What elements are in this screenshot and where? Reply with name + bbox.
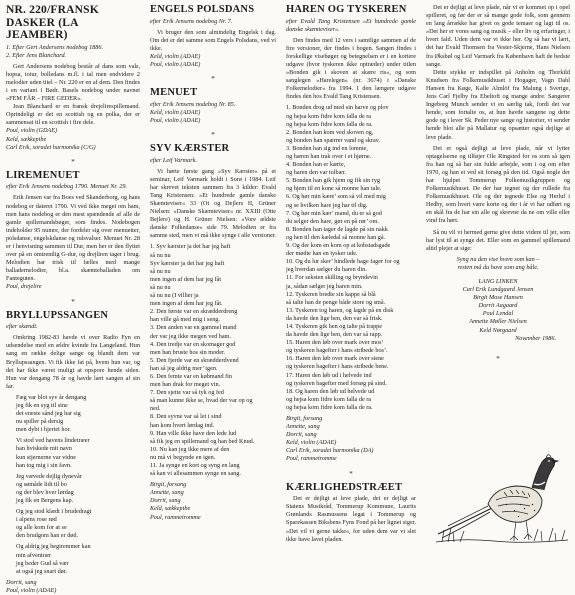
paragraph: Så nu vil vi hermed gerne give dette videre til jer, som har lyst til at synge det. Eller som en gammel spillemand altid plejer at sige: (426, 228, 570, 252)
credit-line: 2. Efter Jens Blanchard. (6, 51, 67, 59)
verse-line: 7. Og hør min kær’ mand, du er så god (286, 209, 382, 217)
player-line: Poul, violin (ADAE) (150, 60, 201, 68)
song-verses (286, 104, 416, 412)
heading-bryllupssangen: BRYLLUPSSANGEN (6, 309, 109, 321)
quote-line: Syng nu den vise hvem som kan – (456, 255, 540, 263)
verse-line: 2. Den første var en skrædderdreng (150, 308, 238, 316)
player-line: Poul, drejelire (6, 283, 42, 291)
verse-line: 15. Haren den løb over mark over mos’ (286, 339, 384, 347)
player-line: Keld, violin (ADAE) (150, 108, 201, 116)
verse-line: 18. Og haren den løb ud helvede ud (286, 387, 375, 395)
signature-title: LANG LINKEN (478, 278, 518, 285)
section-divider-star: * (349, 469, 353, 478)
verse-line: han ville gå med mig i seng. (150, 316, 220, 324)
player-line: Birgit, forsang (286, 415, 323, 422)
player-line: Keld, violin (ADAE) (286, 439, 337, 447)
verse-line: 6. Den femte var en købmand fin (150, 372, 232, 380)
verse-line: så nu nu (150, 251, 171, 259)
verse-line: men han drak for meget vin. (150, 381, 221, 389)
signature-name: Annette Møller Nielsen (469, 318, 527, 326)
credit-line: 1. Efter Gert Andersens nodebog 1886. (6, 43, 103, 51)
player-line: Keld, sækkepibe (150, 505, 191, 513)
column-4 (426, 4, 570, 367)
verse-line: ja, sådan sælger jeg haren min. (286, 282, 363, 290)
section-divider-star: * (496, 354, 500, 363)
verse-line: men han bruste hos sin moder. (150, 348, 226, 356)
verse-line: Syv kærster ja det har jeg haft (150, 259, 225, 267)
verse-line: 7. Den sjette var så tyk og fed (150, 389, 224, 397)
signature-name: Dorrit Aagaard (478, 302, 518, 310)
player-line: Dorrit, sang (6, 578, 37, 586)
heading-fransk-dasker: NR. 220/FRANSK DASKER (LA JEAMBER) (6, 4, 99, 41)
paragraph: Vi hørte første gang »Syv Kærster« på et seminar, Leif Varmark holdt i Sorø i 1984. Leif har skrevet teksten sammen fra 3 kilder: Evald Tang Kristensen: »Et hundrede gamle danske Skæmteviser« 33 (Ot og Dejlers II, Grüner Nielsen: »Danske Skæmteviser« nr. XXIII (Otte Bejlere) og H. Grüner Nielsen: »Vore ældste danske Folkedanse« side 79. Melodien er fra samme sted, men vi må ikke synge i alle versioner. (150, 167, 276, 240)
verse-line: og der blev hver lørdag (16, 488, 74, 496)
verse-line: og alle kom for at se (16, 524, 67, 532)
verse-line: 12. Tyskeren bredte sin kappe så blå (286, 290, 376, 298)
verse-line: og hejsa kom fidre kom falla de ra. (286, 403, 373, 411)
verse-line: og hejsa kom fidre kom falla de ra. (286, 120, 373, 128)
player-line: Poul, rammetromme (150, 513, 201, 521)
player-line: Poul, violin (ADAE) (150, 116, 201, 124)
heading-engels-polsdans: ENGELS POLSDANS (150, 4, 255, 15)
verse-line: og bonden han spærrer vand og skrav. (286, 136, 380, 144)
verse-line: 9. Og der kom en kom op at kobstadsgade (286, 242, 391, 250)
column-1 (6, 4, 140, 595)
verse-line: men dybt i hjertet hor. (16, 426, 71, 434)
verse-line: og tyskeren bagefter i hans stribede bene. (286, 363, 389, 371)
verse-line: 8. Den syvne var så let i sind (150, 413, 222, 421)
verse-line: 8. Bonden han tager de lagde på sin nakk (286, 225, 388, 233)
verse-line: min afventrær (16, 551, 51, 559)
paragraph: Vi bruger den som almindelig Engelsk i dag. Om det er det samme som Engels Polsdans, ved vi ikke. (150, 28, 276, 52)
verse-line: 5. Den fjerde var en skrædderdvend (150, 356, 239, 364)
heading-menuet: MENUET (150, 87, 198, 99)
verse-line: 17. Haren den løb ud i helvede ind (286, 371, 372, 379)
paragraph: Det er også dejligt at leve plade, når vi lytter optagelserne og tilføjer Ole Ringsted for os som så igen fra han og så har sin fulde arbejde, som i og om efter 1970, og han et ved sit forsøg på den tid. Også nogle der har hjulpet Tommerup Folkemusikgruppen og Folkemusikhuset. De der har tegnet og der rullede fra Folkemusikhuset. Ole og der tegnede Else og Herluf i Hedby, som hvert være korte og der i år vi har udført og en skål fra de har sin alle og skrevne da ne om ville eller vind fra hørt. (426, 144, 570, 225)
player-line: Keld, sækkepibe (6, 135, 47, 143)
section-divider-star: * (71, 157, 75, 166)
verse-line: kun stjernerne var vidne (16, 453, 76, 461)
verse-line: nu må vi begynde en igen. (150, 453, 216, 461)
paragraph: Jean Blanchard er en fransk drejelirespillemand. Oprindeligt er det en scottish og en polka, der er sammensat til en scottish i fire delе. (6, 103, 140, 127)
column-3 (286, 4, 416, 544)
verse-line: at også jeg snart dør. (16, 567, 68, 575)
verse-line: men ingen af dem har jeg fåt (150, 275, 222, 283)
verse-line: 16. Haren den løb over mark over stene (286, 355, 384, 363)
verse-line: Vi stod ved havens lindetræer (16, 437, 90, 445)
verse-line: det eneste sånd jeg har sig (16, 410, 81, 418)
verse-line: men ingen af dem har jeg fåt. (150, 300, 223, 308)
pheasant-illustration (434, 430, 570, 548)
verse-line: 10. Og du lur sker’ hindlede hage fager for og (286, 258, 400, 266)
verse-line: 1. Syv kærster ja det har jeg haft (150, 243, 231, 251)
verse-line: 9. Han ville ikke have den lede lud (150, 429, 237, 437)
verse-line: der var jeg ikke megen ved ham. (150, 332, 231, 340)
verse-line: Og jeg stod klædt i brudedragt (16, 508, 92, 516)
verse-line: han hviskede mit navn (16, 445, 72, 453)
signature-name: Birgit Mose Hansen (473, 294, 523, 302)
signature-date: November 1986. (515, 334, 556, 342)
player-line: Keld, violin (ADAE) (150, 52, 201, 60)
verse-line: og haren den var tolbær. (286, 169, 346, 177)
verse-line: 14. Tyskeren gik hen og talte på trappe (286, 322, 383, 330)
paragraph: Dette stykke er indspillet på Anholm og Thorkild Knudsen fra Folkemusikhuset i Hogager, Vagn Dahl Hansen fra Køge, Kalle Almlöf fra Malung i Sverige, Jens Carl Fjelby fra Ebeltoft og mange andre. Sangerer Ingeborg Munch sender vi en særlig tak, fordi det var hende, som fortalte os, at hun havde sangene og dette gode og i lever Sk. Peder nye sange og historier, vi sender hende blot alle på Mallatur og opsætter også dejlige at leve plade. (426, 68, 570, 141)
verse-line: og hen til den kæledal så monne han gå. (286, 233, 386, 241)
verse-line: 4. Den tredje var en skomager god (150, 340, 236, 348)
verse-line: 3. Den anden var en gammel mand (150, 324, 237, 332)
verse-line: jeg fik en Bergens kap. (16, 497, 74, 504)
player-line: Annette, sang (286, 423, 320, 431)
section-divider-star: * (211, 75, 215, 84)
verse-line: Fæg var blot syv år dengang (16, 393, 87, 401)
heading-liremenuet: LIREMENUET (6, 169, 80, 181)
player-line: Carl Erik, soradet harmonika (C/G) (6, 143, 96, 151)
player-line: Birgit, forsang (150, 481, 187, 489)
subtitle: efter Evald Tang Kristensen »Et hundrede gamle danske skæmteviser«. (286, 17, 416, 33)
verse-line: 13. Tyskeren tog haren, og lagde på en disk (286, 306, 394, 314)
verse-line: Og aldrig jeg begiremmer kan (16, 543, 91, 551)
section-divider-star: * (211, 130, 215, 139)
verse-line: og hjem til en kone så monne han tale. (286, 185, 382, 193)
player-line: Poul, violin (ADAE) (6, 586, 57, 594)
verse-line: og hæren han trak over i et hjørne. (286, 153, 372, 160)
verse-line: jeg hverdan sælger du haren din. (286, 266, 367, 274)
player-line: Annette, sang (150, 489, 184, 497)
verse-line: så kan vi allesammen synge en sang. (150, 470, 241, 478)
verse-line: så fik jeg en spillemand og han bed Knud. (150, 437, 255, 445)
verse-line: nu spiller på dersig (16, 418, 64, 426)
verse-line: ned. (150, 405, 161, 413)
verse-line: da havde den lige ben, den var så rapp. (286, 331, 383, 339)
verse-line: den brudgom han er død. (16, 532, 79, 540)
verse-line: og sømåde lidt til bo (16, 480, 67, 488)
subtitle: efter Erik Jensens nodebog 1790. Menuet Nr. 29. (6, 183, 127, 191)
subtitle: efter skændt. (6, 323, 38, 331)
signature-name: Poul Lendal (482, 310, 514, 318)
verse-line: der mødte han en tysker ude. (286, 250, 358, 258)
player-line: Poul, violin (GDAE) (6, 127, 58, 135)
verse-line: 2. Bonden han kom ved skoven og, (286, 128, 374, 136)
verse-line: så talte han de penge både store og små. (286, 298, 386, 306)
verse-line: i alpens rose rød (16, 516, 57, 524)
verse-line: Jeg vævede dejlig dynevår (16, 472, 82, 480)
verse-line: så nu nu (150, 283, 171, 291)
paragraph: Omkring 1982-83 havde vi over Radio Fyn en udsendelse med en ældre kvinde fra Langeland. Hun sang en række delige sange og blandt dem var Bryllupssangen. Vi fik ikke fat på, hvem hun var, og det har ikke været muligt at opspore hende siden. Hun var dengang 78 år og havde lært sangen af sin far. (6, 334, 140, 390)
verse-line: og hejsa kom fidre kom falla de ra (286, 112, 372, 120)
subtitle: efter Leif Varmark. (150, 156, 197, 164)
paragraph: Den findes med 12 vers i samtlige sammen af de fire versioner, der findes i bogen. Sangen findes i forskellige visebøger og betegnelsen er i en kortere udgave (hvor tyskeren ikke optræder) under titlen »Bonden gik i skoven at skære ris«, og som sanglegen »Harelegen« (nr. 3674) i »Danske Folkemelodier« fra 1994. I den længere udgave findes den hos Evald Tang Kristensen. (286, 36, 416, 101)
song-verses (150, 243, 276, 478)
verse-line: og tyskeren bagefter i hans stribede bos’. (286, 347, 388, 355)
verse-line: han tog mig i sin favn. (16, 461, 72, 469)
verse-line: jeg fik en syg til sine (16, 401, 68, 409)
player-line: Dorrit, sang (150, 497, 181, 505)
section-divider-star: * (71, 297, 75, 306)
heading-kaerlighedstraeet: KÆRLIGHEDSTRÆET (286, 481, 403, 493)
heading-syv-kaerster: SYV KÆRSTER (150, 143, 230, 155)
verse-line: 3. Bonden han sig ind en lomme, (286, 144, 368, 152)
paragraph: Erik Jensen var fra Boes ved Skanderborg, og hans nodebog er dateret 1790. Vi ved ikke meget om ham, men hans nodebog er den mest spændende af alle de gamle spillemandsbøger, som findes. Nodebogen indeholder 95 numre, der fordeler sig over menuetter, polsdanse, engelskdanse og rulsvalser. Menuet Nr. 28 er i henvisning sammen til Dur, men her er den flyttet over på en omtrentlig G-dur, og drejliren tager i brug. Melodien har trisk til fælles med mange balladernelodier, bl.a. skæmteballaden om Fanteguten. (6, 194, 140, 283)
verse-line: og tyskeren bagefter med forsøg på sind. (286, 379, 387, 387)
paragraph: Det er dejligt at leve plade, det er dejligt ar Statens Musikråd, Tommerup Kommune, Laurits Grønlands Rasmussens legat i Tommerup og Sparekassen Biksbens Fyns Fond på her lignet siger. »Det vil vi gerne takke«, for uden dem var vi slet ikke have lavet pladen. (286, 495, 416, 543)
verse-line: 6. Og hør min kære’ som så vil med mig (286, 193, 386, 201)
player-line: Carl Erik, soradet harmonika (DA) (286, 447, 374, 455)
verse-line: så nu nu (150, 267, 171, 275)
column-2 (150, 4, 276, 522)
verse-line: han så jeg aldrig mer’ igen. (150, 364, 218, 372)
verse-line: og hejsa kom fidre kom falla de ra (286, 395, 372, 403)
verse-line: 5. Bonden han gik hjem og fik sin ryg (286, 177, 381, 185)
signature-name: Carl Erik Lundgaard Jensen (462, 286, 534, 294)
paragraph: Gert Andersens nodebog består af dans som vals, hopsa, totur, bolledans m.fl. i tal men endvidere 2 melodier uden titel – Nr. 220 er en af dem. Den findes i en variant i Bødr. Basels nodebog under navnet »FEM FÅR – FIRE GEDER«. (6, 62, 140, 103)
subtitle: efter Erik Jensens nodebog Nr. 85. (150, 100, 236, 108)
paragraph: Det er dejligt at leve plade, når vi er kommet op i opel spilleret, og før der er så mange gode folk, som gennem en lang årrække har givet os gode temaer og lagt til os. »Det her er vores sang og musik – eller liv og erfaringer, i hvert fald. Uden dem var vi ikke her. Og så har vi lært, det har Evald Thomsen fra Vester-Skjerne, Hans Nielsen fra Øksbøl og Leif Varmark fra København haft de bedste sange. (426, 4, 570, 68)
quote-line: resten må du have som ang båle. (457, 263, 539, 271)
verse-line: så nu nu (I villier ja (150, 292, 199, 300)
verse-line: du selger den hare, gør en på rør’ om. (286, 217, 379, 225)
verse-line: jeg beder Gud så vær (16, 559, 69, 567)
heading-haren-og-tyskeren: HAREN OG TYSKEREN (286, 4, 407, 15)
verse-line: han kom hvert lørdag ind. (150, 421, 215, 429)
verse-line: og se hvilken hare jeg har til dig. (286, 201, 368, 209)
verse-line: 11. Ja synge en kort og syng en lang (150, 462, 240, 469)
signature-name: Keld Nørgaard (479, 326, 517, 334)
subtitle: efter Erik Jensens nodebog Nr. 7. (150, 17, 233, 25)
verse-line: så man kunne ikke se, hvad der var op og (150, 397, 253, 405)
song-verses (16, 394, 140, 576)
verse-line: da havde den lige ben, den var så frisk. (286, 314, 383, 322)
verse-line: 4. Bonden han er kærte, (286, 161, 346, 169)
verse-line: 1. Bonden drog ud med sin harve og plov (286, 104, 389, 112)
player-line: Dorrit, sang (286, 431, 317, 439)
verse-line: 11. For seksten skilling og bryndevin (286, 274, 378, 282)
player-line: Poul, rammetromme (286, 455, 337, 463)
verse-line: 10. Nu kan jeg ikke mere af den (150, 445, 230, 453)
